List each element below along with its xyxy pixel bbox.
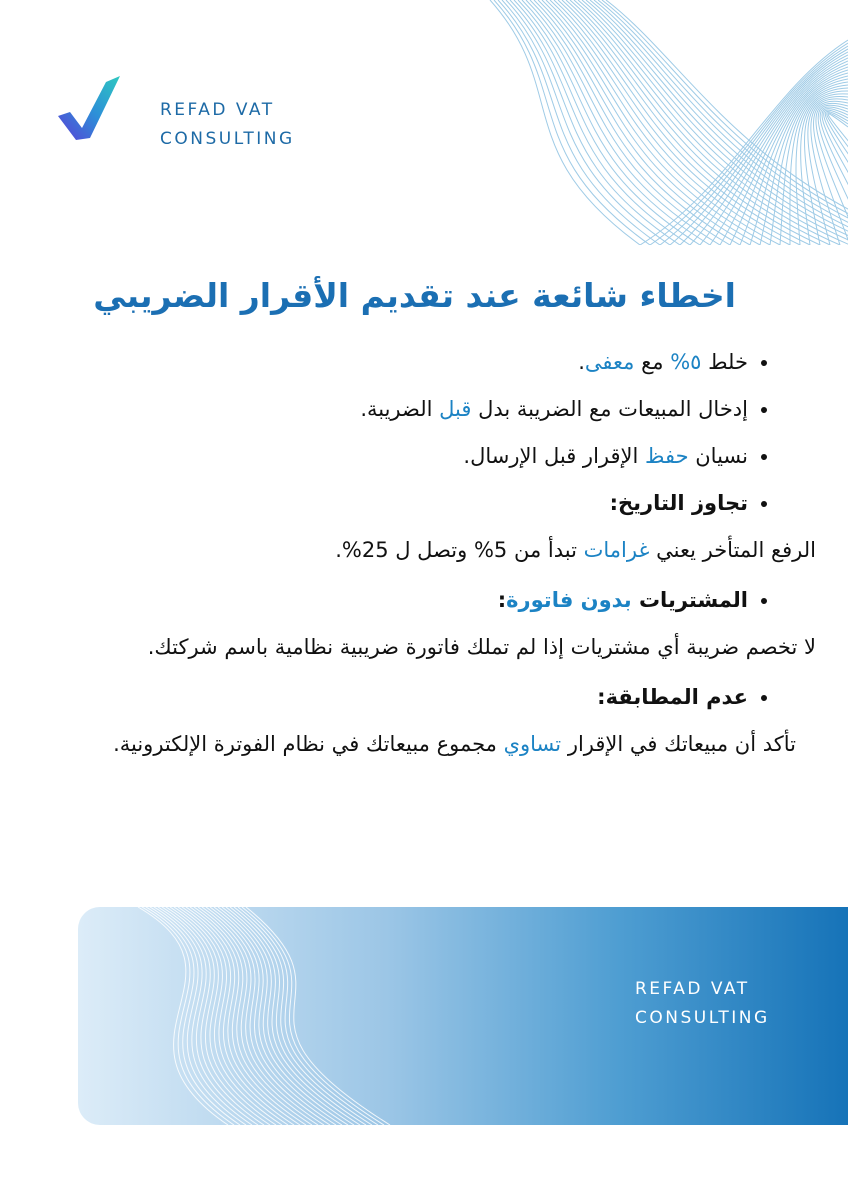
footer-brand-line-2: CONSULTING — [635, 1008, 770, 1028]
mistakes-list-2 — [78, 580, 782, 620]
brand-name — [160, 96, 295, 154]
list-item: • نسيان حفظ الإقرار قبل الإرسال. — [78, 436, 748, 476]
mistakes-list-3 — [78, 677, 782, 717]
mistakes-list-1 — [78, 342, 782, 523]
brand-line-2: CONSULTING — [160, 129, 295, 149]
footer-brand-line-1: REFAD VAT — [635, 979, 750, 999]
list-item-heading: • عدم المطابقة: — [78, 677, 748, 717]
paragraph-mismatch: تأكد أن مبيعاتك في الإقرار تساوي مجموع مبيعاتك في نظام الفوترة الإلكترونية. — [113, 732, 796, 756]
content — [78, 342, 816, 774]
brand-line-1: REFAD VAT — [160, 100, 275, 120]
footer-brand-name — [635, 975, 770, 1033]
list-item-heading: • تجاوز التاريخ: — [78, 483, 748, 523]
list-item-heading: • المشتريات بدون فاتورة: — [78, 580, 748, 620]
paragraph-late-filing: الرفع المتأخر يعني غرامات تبدأ من 5% وتصل ل 25%. — [335, 538, 816, 562]
page-title: اخطاء شائعة عند تقديم الأقرار الضريبي — [93, 276, 736, 315]
decorative-waves-bottom — [78, 907, 478, 1125]
paragraph-no-invoice: لا تخصم ضريبة أي مشتريات إذا لم تملك فاتورة ضريبية نظامية باسم شركتك. — [147, 635, 816, 659]
list-item: • إدخال المبيعات مع الضريبة بدل قبل الضريبة. — [78, 389, 748, 429]
check-mark-logo-icon — [56, 74, 122, 140]
decorative-waves-top — [470, 0, 848, 245]
list-item: • خلط ٥% مع معفى. — [78, 342, 748, 382]
